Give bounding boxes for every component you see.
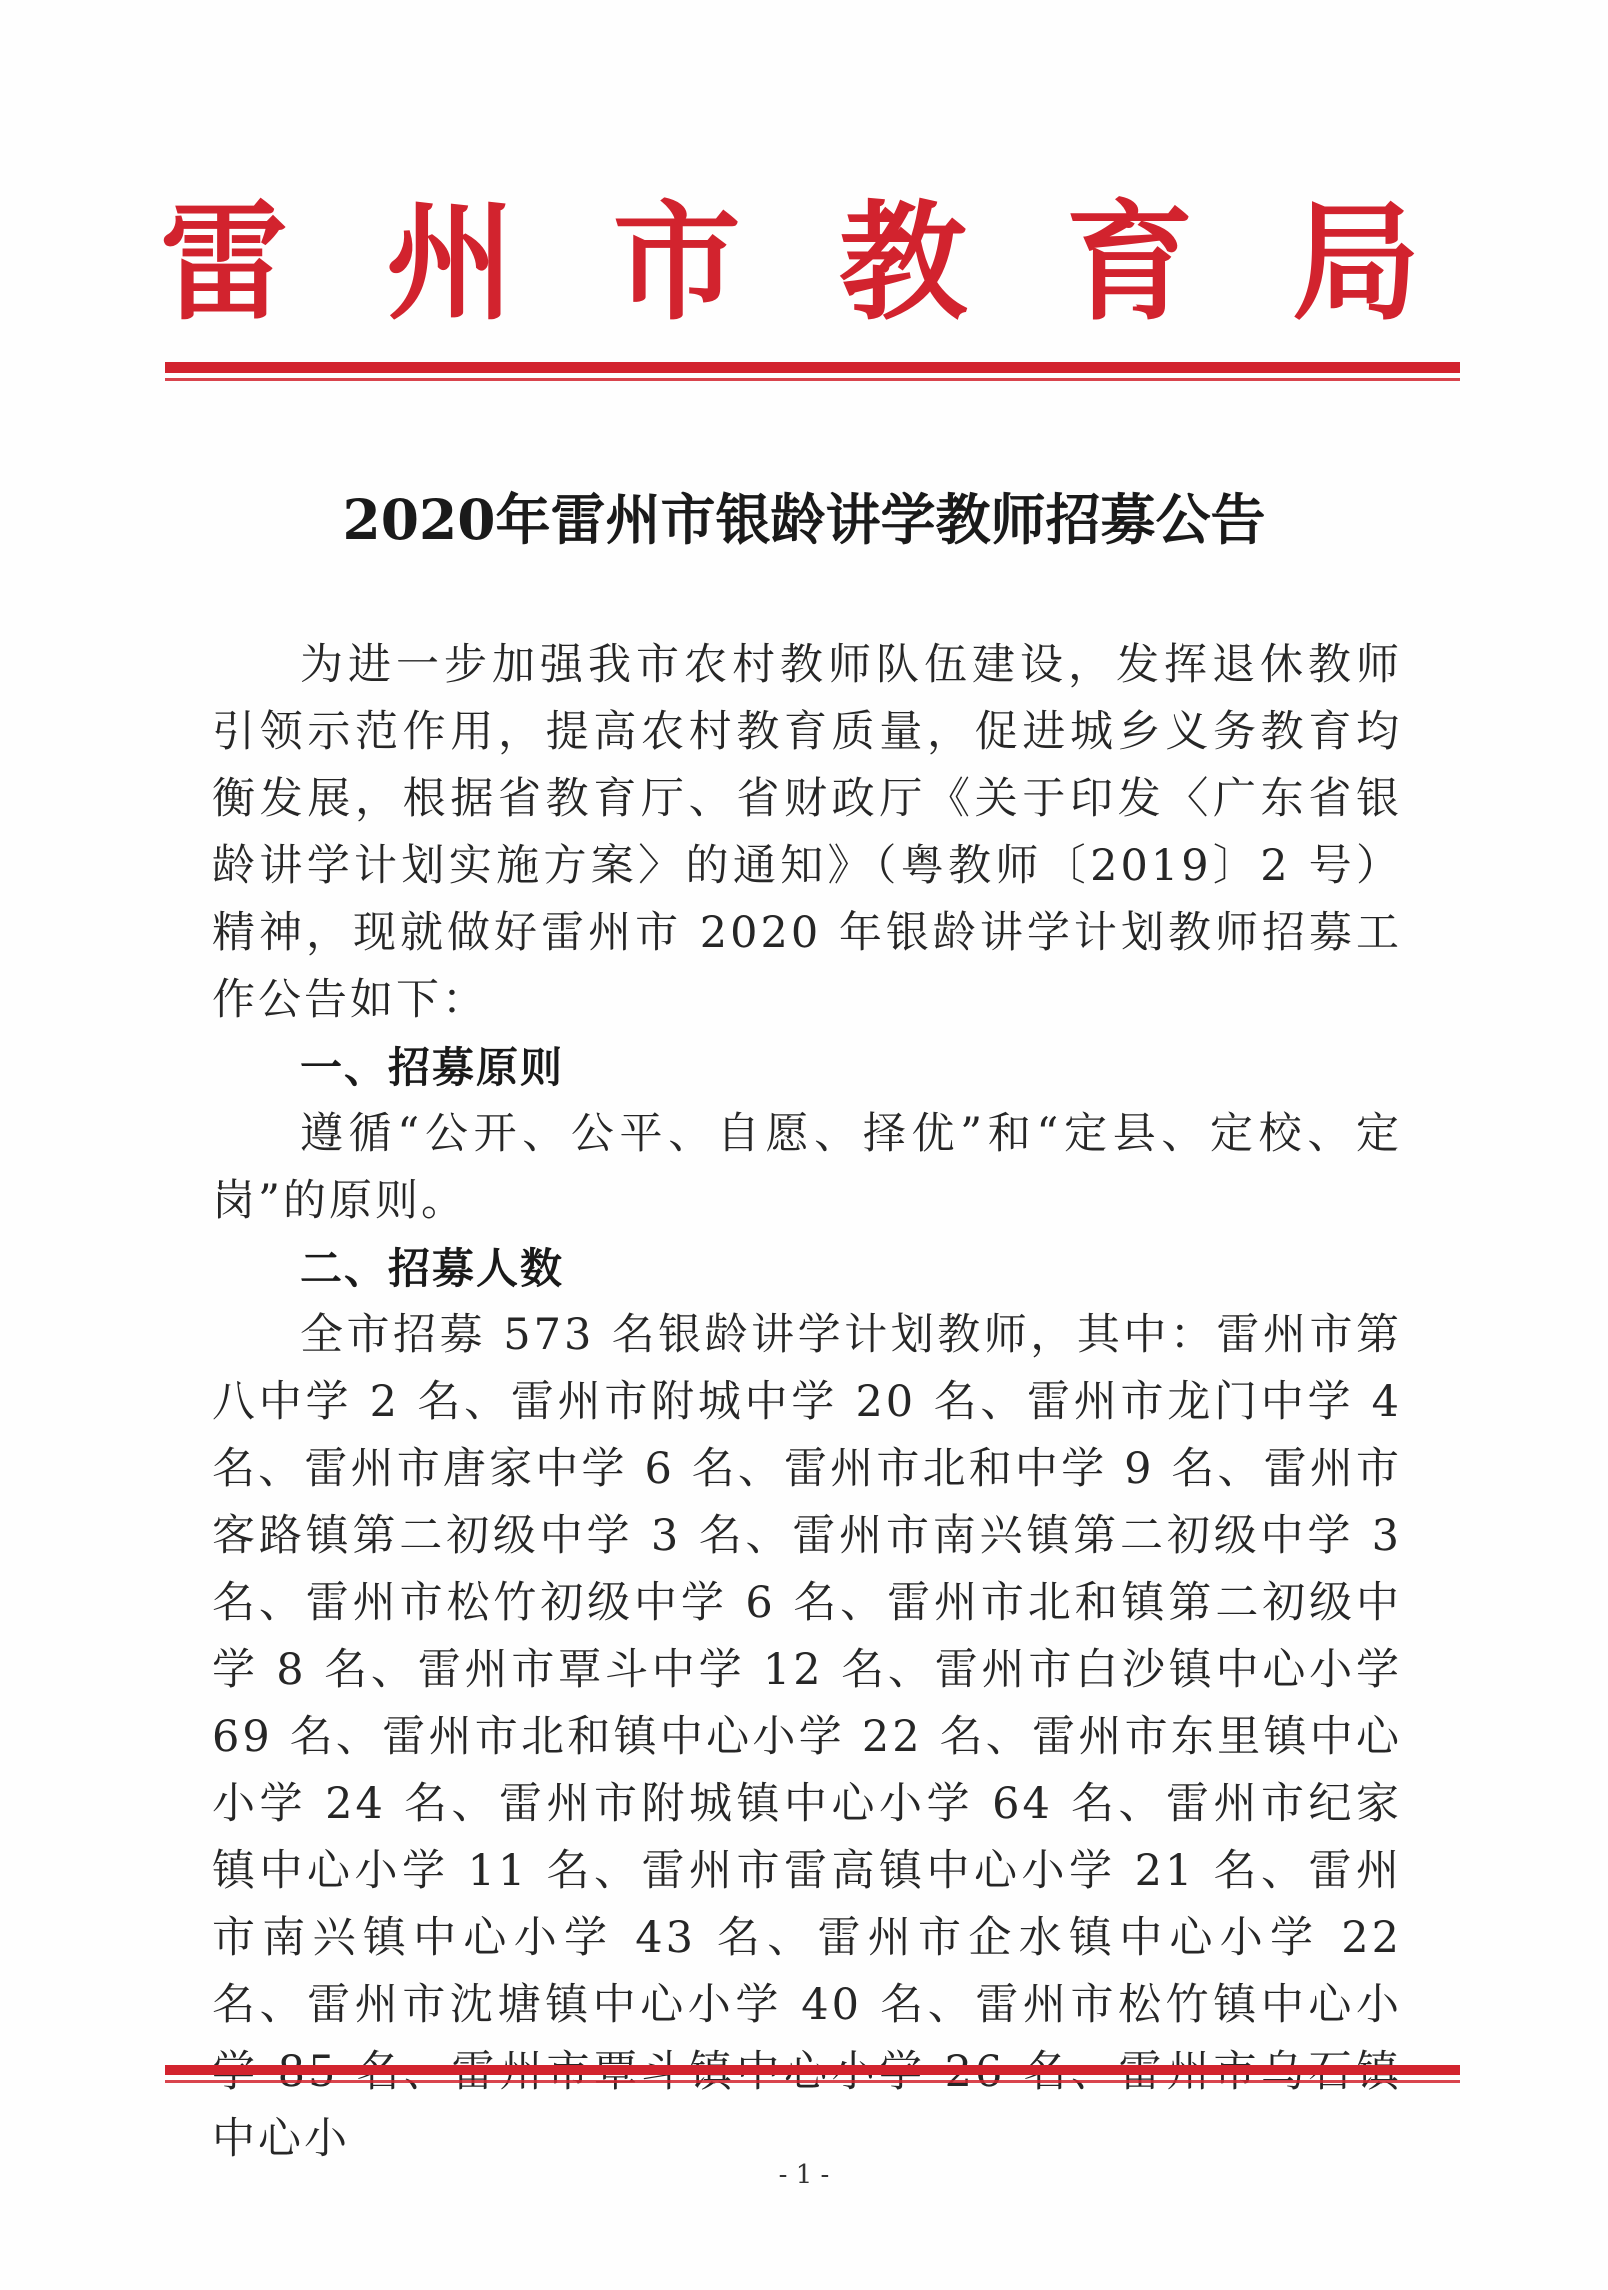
section-body-number: 全市招募 573 名银龄讲学计划教师，其中：雷州市第八中学 2 名、雷州市附城中学 20 名、雷州市龙门中学 4 名、雷州市唐家中学 6 名、雷州市北和中学 9 名、雷州市客路镇第二初级中学 3 名、雷州市南兴镇第二初级中学 3 名、雷州市松竹初级中学 6 名、雷州市北和镇第二初级中学 8 名、雷州市覃斗中学 12 名、雷州市白沙镇中心小学 69 名、雷州市北和镇中心小学 22 名、雷州市东里镇中心小学 24 名、雷州市附城镇中心小学 64 名、雷州市纪家镇中心小学 11 名、雷州市雷高镇中心小学 21 名、雷州市南兴镇中心小学 43 名、雷州市企水镇中心小学 22 名、雷州市沈塘镇中心小学 40 名、雷州市松竹镇中心小 中心小 [212, 1310, 1402, 2164]
section-heading-principles: 一、招募原则 [300, 1043, 565, 1092]
letterhead-char: 雷 [160, 188, 289, 338]
letterhead-char: 州 [386, 188, 515, 338]
document-title: 2020年雷州市银龄讲学教师招募公告 [342, 487, 1266, 552]
intro-paragraph: 为进一步加强我市农村教师队伍建设，发挥退休教师引领示范作用，提高农村教育质量，促进城乡义务教育均衡发展，根据省教育厅、省财政厅《关于印发〈广东省银龄讲学计划实施方案〉的通知》（粤教师〔2019〕2 号）精神，现就做好雷州市 2020 年银龄讲学计划教师招募工作公告如下： [212, 640, 1402, 1025]
footer-red-rule [165, 2065, 1460, 2075]
section-heading-number: 二、招募人数 [300, 1244, 565, 1293]
letterhead-title [160, 188, 1420, 338]
letterhead-char: 局 [1291, 188, 1420, 338]
page-number: - 1 - [778, 2160, 830, 2190]
letterhead-char: 教 [839, 188, 968, 338]
document-body [212, 632, 1402, 2173]
footer-red-thin-rule [165, 2080, 1460, 2083]
letterhead-red-thin-rule [165, 378, 1460, 381]
letterhead-char: 育 [1065, 188, 1194, 338]
letterhead-red-rule [165, 362, 1460, 373]
section-body-principles: 遵循“公开、公平、自愿、择优”和“定县、定校、定岗”的原则。 [212, 1109, 1402, 1226]
letterhead-char: 市 [612, 188, 741, 338]
